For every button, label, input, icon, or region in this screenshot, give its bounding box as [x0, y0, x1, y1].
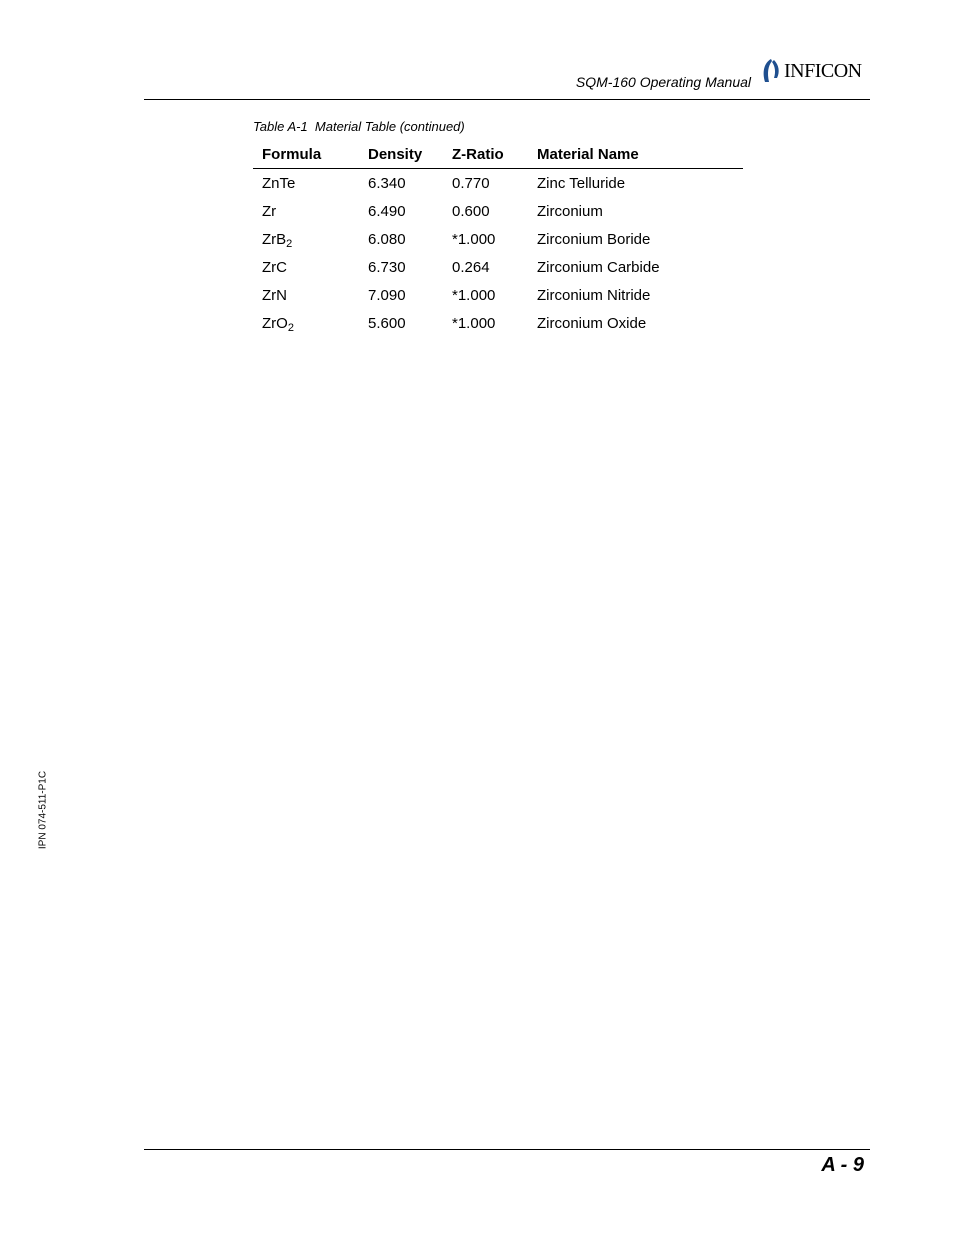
table-header-row — [253, 140, 743, 169]
z-ratio-cell: *1.000 — [452, 314, 496, 332]
table-row — [253, 253, 743, 281]
formula-text: ZrO — [262, 314, 288, 332]
material-name-cell: Zirconium Nitride — [537, 286, 651, 304]
inficon-logo-icon — [760, 58, 782, 84]
formula-cell — [253, 281, 359, 309]
table-row — [253, 197, 743, 225]
formula-cell — [253, 197, 359, 225]
density-cell: 7.090 — [368, 286, 406, 304]
footer-rule — [144, 1149, 870, 1150]
z-ratio-cell: *1.000 — [452, 230, 496, 248]
density-cell: 5.600 — [368, 314, 406, 332]
formula-text: Zr — [262, 202, 277, 220]
material-table — [253, 140, 743, 337]
density-cell: 6.730 — [368, 258, 406, 276]
table-row — [253, 169, 743, 198]
table-caption: Table A-1 Material Table (continued) — [253, 119, 465, 134]
table-row — [253, 309, 743, 337]
logo-text: INFICON — [784, 60, 862, 82]
z-ratio-cell: *1.000 — [452, 286, 496, 304]
material-name-cell: Zirconium Oxide — [537, 314, 647, 332]
material-name-cell: Zirconium Carbide — [537, 258, 660, 276]
density-cell: 6.490 — [368, 202, 406, 220]
z-ratio-cell: 0.770 — [452, 174, 490, 192]
formula-subscript: 2 — [287, 321, 294, 334]
column-header-material-name: Material Name — [528, 140, 743, 169]
column-header-formula: Formula — [253, 140, 359, 169]
formula-cell — [253, 169, 359, 198]
density-cell: 6.080 — [368, 230, 406, 248]
column-header-density: Density — [359, 140, 443, 169]
formula-cell — [253, 253, 359, 281]
density-cell: 6.340 — [368, 174, 406, 192]
company-logo — [760, 58, 862, 84]
manual-title: SQM-160 Operating Manual — [575, 74, 751, 90]
material-name-cell: Zirconium Boride — [537, 230, 651, 248]
material-name-cell: Zinc Telluride — [537, 174, 626, 192]
formula-cell — [253, 309, 359, 337]
table-row — [253, 225, 743, 253]
page-number: A - 9 — [821, 1154, 864, 1176]
formula-text: ZrN — [262, 286, 287, 304]
formula-text: ZrB — [262, 230, 287, 248]
formula-text: ZrC — [262, 258, 287, 276]
z-ratio-cell: 0.600 — [452, 202, 490, 220]
material-name-cell: Zirconium — [537, 202, 603, 220]
z-ratio-cell: 0.264 — [452, 258, 490, 276]
document-part-number: IPN 074-511-P1C — [37, 770, 49, 850]
header-rule — [144, 99, 870, 100]
formula-subscript: 2 — [286, 237, 293, 250]
formula-text: ZnTe — [262, 174, 296, 192]
column-header-z-ratio: Z-Ratio — [443, 140, 528, 169]
table-row — [253, 281, 743, 309]
formula-cell — [253, 225, 359, 253]
